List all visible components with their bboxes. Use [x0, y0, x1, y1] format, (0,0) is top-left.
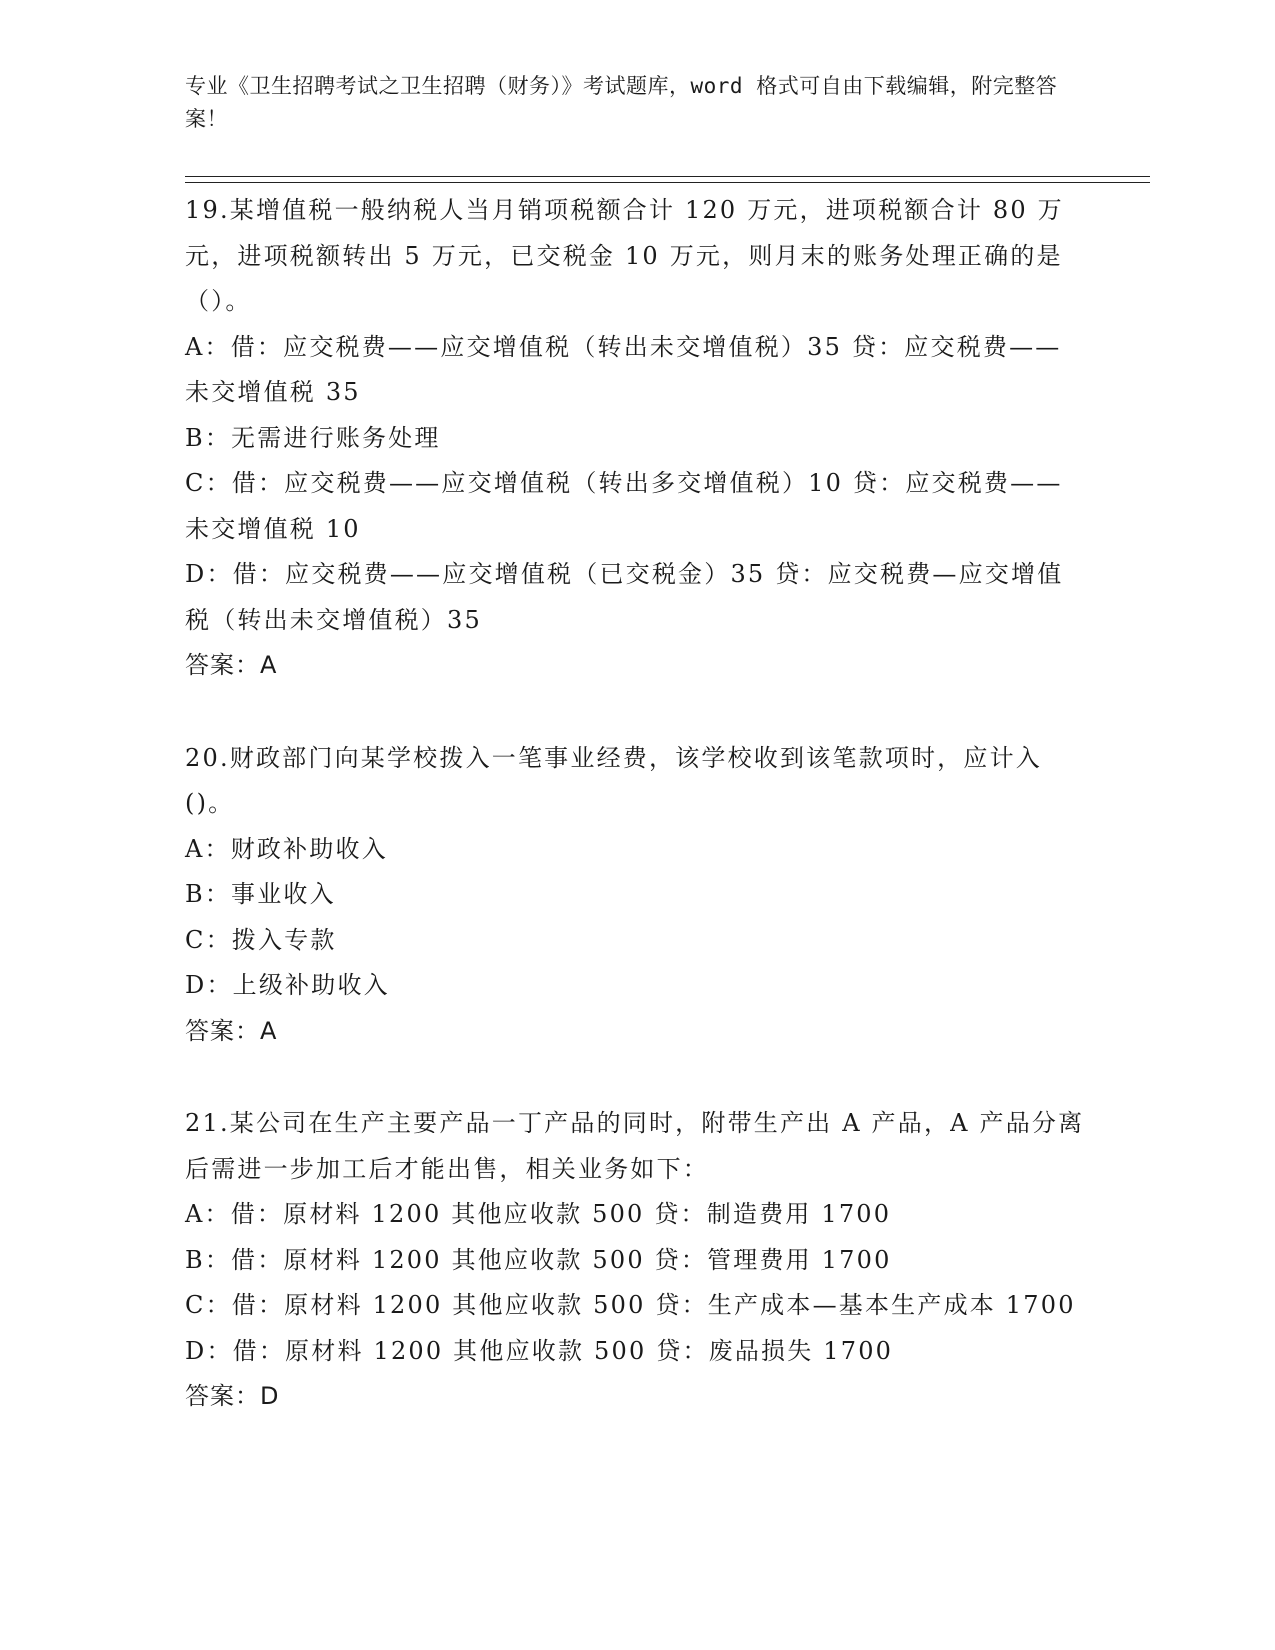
question-20 [185, 736, 1085, 1055]
question-19 [185, 188, 1085, 689]
document-header [185, 70, 1065, 136]
header-divider-bottom [185, 182, 1150, 183]
question-spacer [185, 1054, 1085, 1101]
header-divider-top [185, 176, 1150, 177]
option-a: A：借：原材料 1200 其他应收款 500 贷：制造费用 1700 [185, 1200, 892, 1228]
answer-line: 答案：D [185, 1382, 280, 1410]
question-stem: 20.财政部门向某学校拨入一笔事业经费，该学校收到该笔款项时，应计入()。 [185, 743, 1042, 817]
option-a: A：财政补助收入 [185, 834, 388, 863]
option-d: D：借：应交税费——应交增值税（已交税金）35 贷：应交税费—应交增值税（转出未交增值税）35 [185, 560, 1064, 634]
option-c: C：借：原材料 1200 其他应收款 500 贷：生产成本—基本生产成本 1700 [185, 1291, 1076, 1319]
option-d: D：上级补助收入 [185, 971, 390, 999]
option-b: B：无需进行账务处理 [185, 423, 441, 452]
question-21 [185, 1101, 1085, 1420]
option-d: D：借：原材料 1200 其他应收款 500 贷：废品损失 1700 [185, 1336, 894, 1365]
answer-line: 答案：A [185, 1016, 278, 1045]
question-stem: 19.某增值税一般纳税人当月销项税额合计 120 万元，进项税额合计 80 万元，进项税额转出 5 万元，已交税金 10 万元，则月末的账务处理正确的是（）。 [185, 196, 1064, 315]
option-c: C：拨入专款 [185, 925, 337, 954]
question-stem: 21.某公司在生产主要产品一丁产品的同时，附带生产出 A 产品，A 产品分离后需进一步加工后才能出售，相关业务如下： [185, 1109, 1085, 1183]
header-text: 专业《卫生招聘考试之卫生招聘（财务）》考试题库，word 格式可自由下载编辑，附完整答案！ [185, 74, 1058, 131]
option-a: A：借：应交税费——应交增值税（转出未交增值税）35 贷：应交税费——未交增值税 35 [185, 332, 1062, 406]
question-spacer [185, 689, 1085, 736]
answer-line: 答案：A [185, 651, 278, 679]
option-b: B：借：原材料 1200 其他应收款 500 贷：管理费用 1700 [185, 1245, 892, 1274]
option-b: B：事业收入 [185, 880, 336, 908]
question-list [185, 188, 1085, 1420]
option-c: C：借：应交税费——应交增值税（转出多交增值税）10 贷：应交税费——未交增值税 10 [185, 469, 1063, 543]
